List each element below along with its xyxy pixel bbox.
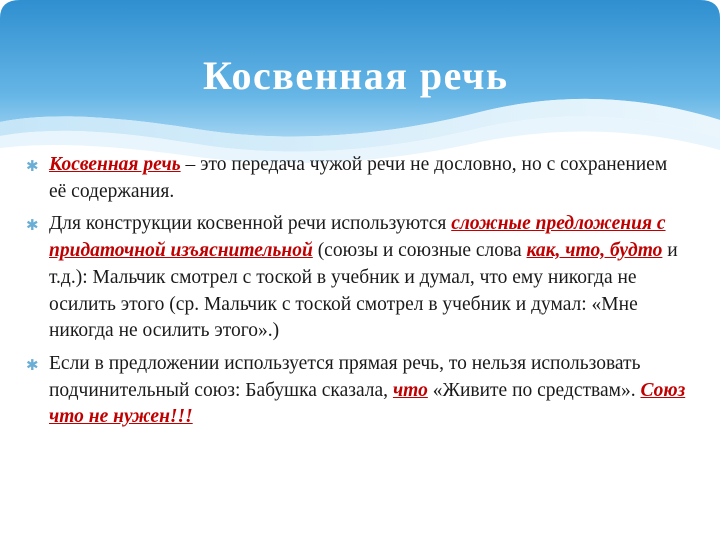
bullet-text: Если в предложении используется прямая речь, то нельзя использовать подчинительный союз: Бабушка сказала, [49,352,641,401]
term-emphasis: Косвенная речь [49,154,181,175]
asterisk-bullet-icon: ✱ [26,216,39,235]
conjunction-emphasis: что [392,379,428,401]
slide-title: Косвенная речь [203,53,509,98]
bullet-item [26,211,686,345]
bullet-text: и т.д.): Мальчик смотрел с тоской в учебник и думал, что ему никогда не осилить этого (ср. Мальчик с тоской смотрел в учебник и думал: «Мне никогда не осилить этого».) [49,240,678,342]
bullet-text: Для конструкции косвенной речи используются [49,213,452,235]
warning-emphasis: Союз что не нужен!!! [49,379,686,428]
term-emphasis: сложные предложения с придаточной изъяснительной [49,213,666,262]
bullet-item [26,351,686,431]
bullet-item [26,152,686,205]
conjunctions-emphasis: как, что, будто [526,240,663,262]
asterisk-bullet-icon: ✱ [26,157,39,175]
bullet-text: – это передача чужой речи не дословно, но с сохранением её содержания. [49,154,668,202]
bullet-list [26,152,686,437]
bullet-text: (союзы и союзные слова [312,240,527,262]
asterisk-bullet-icon: ✱ [26,355,39,374]
bullet-text: «Живите по средствам». [427,379,641,401]
